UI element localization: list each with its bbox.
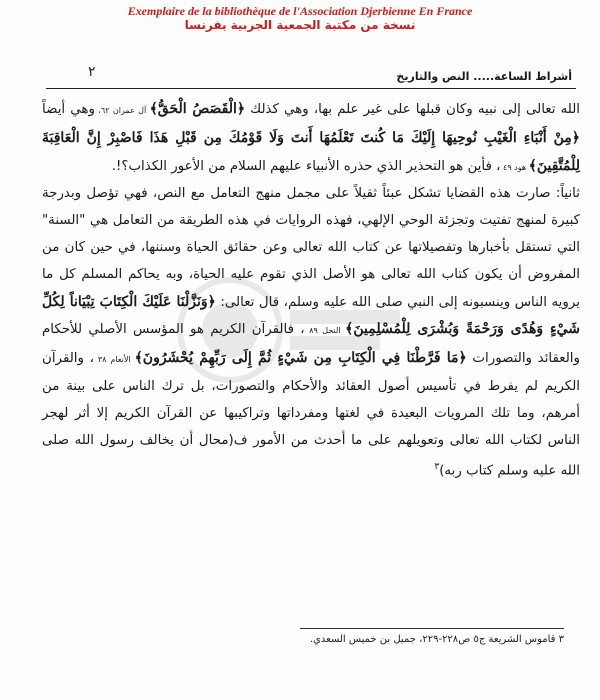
- verse-reference: هود ٤٩: [500, 162, 529, 172]
- stamp-arabic-line: نسخة من مكتبة الجمعية الجربية بفرنسا: [184, 18, 416, 32]
- text-run: ثانياً: صارت هذه القضايا تشكل عبئاً ثقيلاً على مجمل منهج التعامل مع النص، فهي تؤصل وبدرجة كبيرة لمنهج تفتيت وتجزئة الوحي الإلهي، فهذه الروايات في هذه الطريقة من التعامل هي "السنة" التي تستقل بأخبارها وتفصيلاتها عن كتاب الله تعالى وعن حقائق الحياة وسننها، في حين كان من المفروض أن يكون كتاب الله تعالى هو الأصل الذي تقوم عليه الحياة، وبه يحاكم المسلم كل ما يرويه الناس وينسبونه إلى النبي صلى الله عليه وسلم، قال تعالى:: [42, 186, 580, 310]
- footnote: ٣ قاموس الشريعة ج٥ ص٢٢٨-٢٢٩، جميل بن خميس السعدي.: [309, 634, 564, 645]
- main-text: [42, 96, 580, 576]
- quran-verse: ﴿الْقَصَصُ الْحَقُّ﴾: [149, 101, 246, 117]
- verse-reference: النحل ٨٩: [304, 326, 346, 336]
- header-rule: [46, 88, 576, 89]
- stamp-french-line: Exemplaire de la bibliothèque de l'Association Djerbienne En France: [127, 4, 473, 18]
- quran-verse: ﴿مَا فَرَّطْنَا فِي الْكِتَابِ مِن شَيْءٍ ثُمَّ إِلَى رَبِّهِمْ يُحْشَرُونَ﴾: [134, 350, 467, 367]
- footnote-marker[interactable]: ٣: [434, 462, 440, 473]
- text-run: ، فأين هو التحذير الذي حذره الأنبياء عليهم السلام من الأعور الكذاب؟!.: [111, 158, 501, 174]
- text-run: الله تعالى إلى نبيه وكان قبلها على غير علم بها، وهي كذلك: [245, 102, 580, 117]
- verse-reference: آل عمران ٦٢،: [94, 106, 150, 115]
- verse-reference: الأنعام ٣٨: [93, 355, 135, 365]
- quran-verse: ﴿وَنَزَّلْنَا عَلَيْكَ الْكِتَابَ تِبْيَاناً لِكُلِّ شَيْءٍ وَهُدًى وَرَحْمَةً وَبُشْرَى لِلْمُسْلِمِينَ﴾: [42, 293, 580, 338]
- paragraph-1: [42, 96, 580, 181]
- running-header: أشراط الساعة..... النص والتاريخ: [396, 70, 572, 83]
- text-run: وهي أيضاً: [42, 102, 95, 117]
- text-run: ، والقرآن الكريم لم يفرط في تأسيس أصول العقائد والأحكام والتصورات، بل ترك الناس على بينة من أمرهم، وما تلك المرويات البعيدة في لغتها ومفرداتها وتراكيبها عن القرآن الكريم إلا أثر لهجر الناس لكتاب الله تعالى وتعويلهم على ما أحدث من الأمور ف(محال أن يخالف رسول الله صلى الله عليه وسلم كتاب ربه): [42, 351, 580, 479]
- text-run: ، فالقرآن الكريم هو المؤسس الأصلي للأحكام والعقائد والتصورات: [42, 322, 580, 367]
- page-number: ٢: [88, 64, 96, 80]
- quran-verse: ﴿مِنْ أَنْبَاءِ الْغَيْبِ نُوحِيهَا إِلَيْكَ مَا كُنتَ تَعْلَمُهَا أَنتَ وَلَا قَوْمُكَ مِن قَبْلِ هَذَا فَاصْبِرْ إِنَّ الْعَاقِبَةَ لِلْمُتَّقِينَ﴾: [42, 129, 580, 174]
- paragraph-2: [42, 181, 580, 485]
- footnote-rule: [300, 628, 564, 629]
- library-stamp: [0, 4, 600, 33]
